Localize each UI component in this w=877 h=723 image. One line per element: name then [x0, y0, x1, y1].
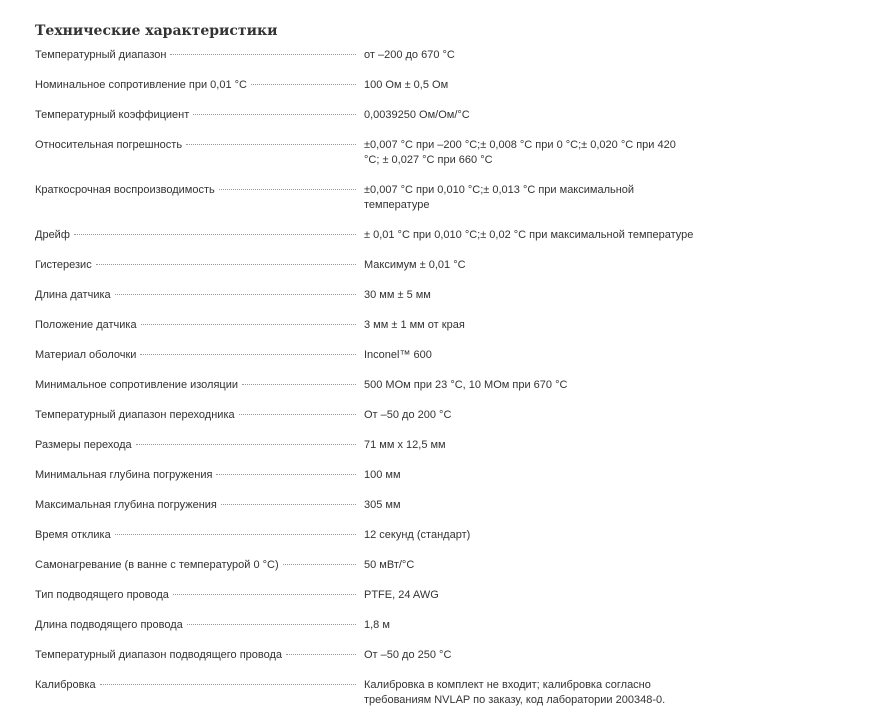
- spec-value: 100 мм: [364, 469, 401, 481]
- spec-label-cell: [35, 408, 356, 423]
- dotted-leader: [115, 294, 356, 295]
- spec-row: [35, 108, 855, 138]
- spec-label-cell: [35, 678, 356, 693]
- spec-label: Температурный диапазон: [35, 49, 167, 61]
- spec-row: [35, 438, 855, 468]
- dotted-leader: [170, 54, 356, 55]
- spec-value: Inconel™ 600: [364, 349, 432, 361]
- spec-value: ±0,007 °C при –200 °C;± 0,008 °C при 0 °C;± 0,020 °C при 420 °C; ± 0,027 °C при 660 °C: [364, 139, 676, 166]
- spec-row: [35, 588, 855, 618]
- spec-value: 100 Ом ± 0,5 Ом: [364, 79, 449, 91]
- spec-row: [35, 183, 855, 228]
- spec-label-cell: [35, 183, 356, 198]
- spec-label-cell: [35, 558, 356, 573]
- spec-label: Тип подводящего провода: [35, 589, 169, 601]
- spec-label-cell: [35, 48, 356, 63]
- spec-label: Минимальное сопротивление изоляции: [35, 379, 239, 391]
- spec-value: 1,8 м: [364, 619, 390, 631]
- spec-label-cell: [35, 648, 356, 663]
- spec-label-cell: [35, 228, 356, 243]
- spec-label: Длина датчика: [35, 289, 111, 301]
- spec-value: от –200 до 670 °C: [364, 49, 455, 61]
- spec-label-cell: [35, 498, 356, 513]
- spec-label: Максимальная глубина погружения: [35, 499, 217, 511]
- dotted-leader: [115, 534, 356, 535]
- spec-row: [35, 678, 855, 723]
- dotted-leader: [173, 594, 356, 595]
- dotted-leader: [242, 384, 356, 385]
- dotted-leader: [141, 324, 356, 325]
- dotted-leader: [193, 114, 356, 115]
- spec-value: 71 мм x 12,5 мм: [364, 439, 446, 451]
- spec-label: Размеры перехода: [35, 439, 132, 451]
- spec-label: Гистерезис: [35, 259, 92, 271]
- dotted-leader: [251, 84, 356, 85]
- spec-row: [35, 318, 855, 348]
- spec-label-cell: [35, 378, 356, 393]
- spec-label: Температурный диапазон переходника: [35, 409, 235, 421]
- spec-value: Калибровка в комплект не входит; калибровка согласно требованиям NVLAP по заказу, код лаборатории 200348-0.: [364, 679, 666, 706]
- spec-row: [35, 468, 855, 498]
- spec-label: Самонагревание (в ванне с температурой 0 °C): [35, 559, 279, 571]
- spec-label: Длина подводящего провода: [35, 619, 183, 631]
- dotted-leader: [186, 144, 356, 145]
- spec-label-cell: [35, 258, 356, 273]
- spec-row: [35, 258, 855, 288]
- spec-row: [35, 228, 855, 258]
- spec-label: Время отклика: [35, 529, 111, 541]
- dotted-leader: [221, 504, 356, 505]
- spec-row: [35, 78, 855, 108]
- spec-label: Материал оболочки: [35, 349, 137, 361]
- spec-row: [35, 408, 855, 438]
- dotted-leader: [286, 654, 356, 655]
- dotted-leader: [96, 264, 356, 265]
- dotted-leader: [239, 414, 356, 415]
- spec-value: ± 0,01 °C при 0,010 °C;± 0,02 °C при максимальной температуре: [364, 229, 694, 241]
- section-title: Технические характеристики: [35, 23, 278, 39]
- spec-label-cell: [35, 618, 356, 633]
- spec-label: Положение датчика: [35, 319, 137, 331]
- spec-label-cell: [35, 288, 356, 303]
- spec-label-cell: [35, 78, 356, 93]
- spec-value: 500 МОм при 23 °C, 10 МОм при 670 °C: [364, 379, 568, 391]
- spec-value: 3 мм ± 1 мм от края: [364, 319, 465, 331]
- spec-label-cell: [35, 348, 356, 363]
- spec-label: Калибровка: [35, 679, 96, 691]
- spec-label: Дрейф: [35, 229, 70, 241]
- spec-label-cell: [35, 468, 356, 483]
- dotted-leader: [187, 624, 356, 625]
- spec-row: [35, 558, 855, 588]
- spec-value: Максимум ± 0,01 °C: [364, 259, 466, 271]
- spec-label-cell: [35, 318, 356, 333]
- spec-label-cell: [35, 588, 356, 603]
- spec-value: 30 мм ± 5 мм: [364, 289, 431, 301]
- spec-row: [35, 498, 855, 528]
- spec-row: [35, 348, 855, 378]
- spec-label: Относительная погрешность: [35, 139, 183, 151]
- spec-label-cell: [35, 138, 356, 153]
- spec-label: Краткосрочная воспроизводимость: [35, 184, 215, 196]
- spec-row: [35, 138, 855, 183]
- spec-label-cell: [35, 438, 356, 453]
- spec-label: Номинальное сопротивление при 0,01 °C: [35, 79, 247, 91]
- spec-value: От –50 до 250 °C: [364, 649, 452, 661]
- spec-row: [35, 648, 855, 678]
- dotted-leader: [283, 564, 356, 565]
- spec-row: [35, 288, 855, 318]
- dotted-leader: [216, 474, 356, 475]
- spec-row: [35, 48, 855, 78]
- spec-row: [35, 528, 855, 558]
- spec-value: PTFE, 24 AWG: [364, 589, 439, 601]
- spec-value: ±0,007 °C при 0,010 °C;± 0,013 °C при максимальной температуре: [364, 184, 635, 211]
- dotted-leader: [100, 684, 356, 685]
- dotted-leader: [219, 189, 356, 190]
- spec-value: 12 секунд (стандарт): [364, 529, 471, 541]
- spec-value: 0,0039250 Ом/Ом/°C: [364, 109, 470, 121]
- spec-label: Минимальная глубина погружения: [35, 469, 213, 481]
- spec-row: [35, 618, 855, 648]
- spec-label: Температурный коэффициент: [35, 109, 190, 121]
- spec-label-cell: [35, 528, 356, 543]
- spec-value: 50 мВт/°C: [364, 559, 415, 571]
- spec-value: 305 мм: [364, 499, 401, 511]
- spec-label-cell: [35, 108, 356, 123]
- spec-row: [35, 378, 855, 408]
- dotted-leader: [136, 444, 356, 445]
- dotted-leader: [74, 234, 356, 235]
- spec-label: Температурный диапазон подводящего провода: [35, 649, 283, 661]
- dotted-leader: [140, 354, 356, 355]
- spec-value: От –50 до 200 °C: [364, 409, 452, 421]
